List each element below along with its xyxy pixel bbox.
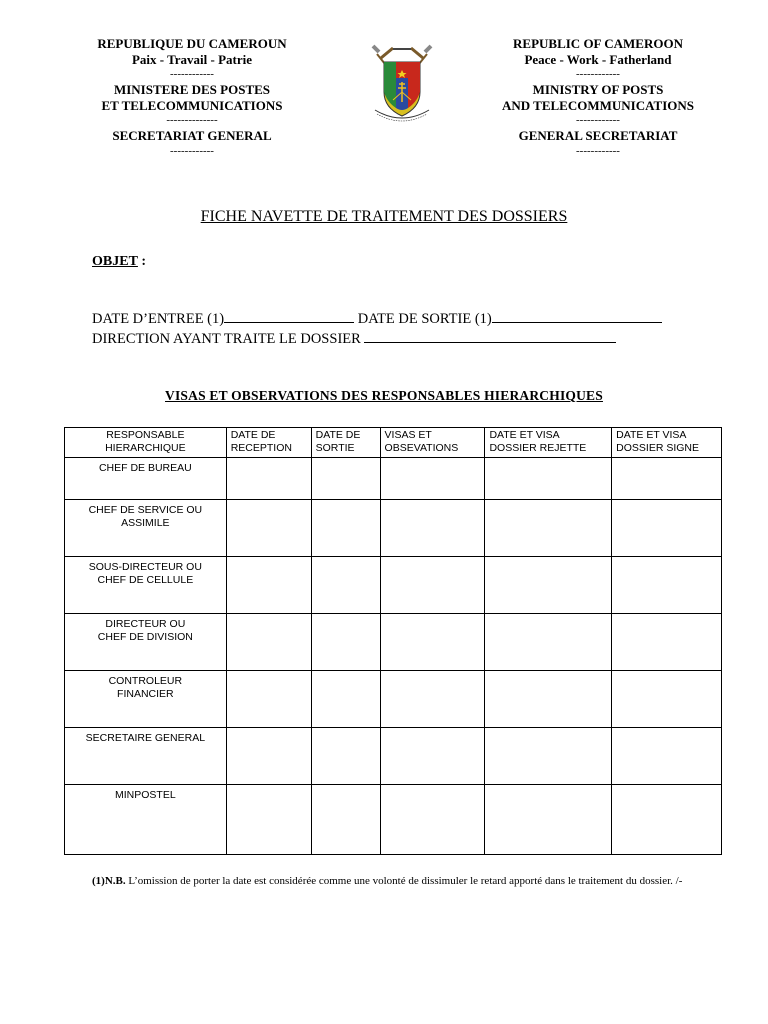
separator: ------------: [170, 144, 214, 157]
separator: ------------: [576, 68, 620, 80]
country-name-fr: REPUBLIQUE DU CAMEROUN: [97, 36, 287, 51]
table-row: [65, 728, 722, 785]
secretariat-fr: SECRETARIAT GENERAL: [112, 128, 272, 143]
column-header: [485, 428, 612, 458]
footnote-marker: (1)N.B.: [92, 875, 126, 887]
responsable-label: SOUS-DIRECTEUR OU: [88, 561, 202, 573]
column-header: [612, 428, 722, 458]
visas-table: [64, 427, 722, 855]
separator: ------------: [576, 114, 620, 126]
entry-cell[interactable]: [226, 728, 311, 785]
responsable-label: FINANCIER: [117, 688, 174, 700]
entry-cell[interactable]: [380, 671, 485, 728]
responsable-cell: [65, 671, 227, 728]
responsable-label: MINPOSTEL: [115, 789, 176, 801]
table-row: [65, 785, 722, 855]
entry-cell[interactable]: [485, 500, 612, 557]
entry-cell[interactable]: [226, 671, 311, 728]
responsable-label: CHEF DE CELLULE: [97, 574, 194, 586]
table-row: [65, 500, 722, 557]
coat-of-arms-icon: [363, 42, 441, 126]
responsable-label: DIRECTEUR OU: [105, 618, 186, 630]
footnote-text: L’omission de porter la date est considérée comme une volonté de dissimuler le retard apporté dans le traitement du dossier. /-: [125, 875, 683, 887]
date-entree-label: DATE D’ENTREE (1): [92, 311, 225, 327]
entry-cell[interactable]: [612, 458, 722, 500]
direction-line: [92, 330, 616, 348]
objet-colon: :: [137, 254, 147, 269]
column-header: [311, 428, 380, 458]
motto-en: Peace - Work - Fatherland: [524, 51, 672, 67]
responsable-label: CONTROLEUR: [108, 675, 183, 687]
entry-cell[interactable]: [485, 557, 612, 614]
column-header-line: RECEPTION: [230, 442, 292, 454]
responsable-label: CHEF DE DIVISION: [97, 631, 193, 643]
direction-blank[interactable]: [364, 330, 616, 343]
date-entree-blank[interactable]: [224, 310, 354, 323]
entry-cell[interactable]: [311, 671, 380, 728]
responsable-cell: [65, 728, 227, 785]
responsable-label: CHEF DE SERVICE OU: [88, 504, 203, 516]
column-header-line: VISAS ET: [384, 429, 432, 441]
entry-cell[interactable]: [612, 557, 722, 614]
ministry-line-2-fr: ET TELECOMMUNICATIONS: [101, 97, 283, 113]
responsable-label: SECRETAIRE GENERAL: [85, 732, 206, 744]
entry-cell[interactable]: [612, 614, 722, 671]
entry-cell[interactable]: [380, 557, 485, 614]
entry-cell[interactable]: [226, 557, 311, 614]
responsable-label: CHEF DE BUREAU: [98, 462, 192, 474]
entry-cell[interactable]: [311, 785, 380, 855]
objet-field: [92, 254, 146, 270]
responsable-cell: [65, 785, 227, 855]
responsable-label: ASSIMILE: [121, 517, 170, 529]
table-row: [65, 671, 722, 728]
separator: ------------: [576, 144, 620, 157]
entry-cell[interactable]: [485, 614, 612, 671]
visas-section-title: VISAS ET OBSERVATIONS DES RESPONSABLES HIERARCHIQUES: [165, 388, 603, 403]
table-row: [65, 557, 722, 614]
secretariat-en: GENERAL SECRETARIAT: [518, 128, 678, 143]
entry-cell[interactable]: [380, 614, 485, 671]
column-header-line: DATE DE: [315, 429, 361, 441]
entry-cell[interactable]: [226, 500, 311, 557]
entry-cell[interactable]: [485, 785, 612, 855]
direction-label: DIRECTION AYANT TRAITE LE DOSSIER: [92, 331, 361, 347]
table-row: [65, 614, 722, 671]
column-header-line: HIERARCHIQUE: [105, 442, 186, 454]
entry-cell[interactable]: [612, 500, 722, 557]
column-header: [226, 428, 311, 458]
ministry-line-2-en: AND TELECOMMUNICATIONS: [501, 97, 694, 113]
date-sortie-blank[interactable]: [492, 310, 662, 323]
column-header-line: DATE DE: [230, 429, 276, 441]
column-header-line: RESPONSABLE: [106, 429, 185, 441]
form-title: FICHE NAVETTE DE TRAITEMENT DES DOSSIERS: [200, 208, 568, 225]
separator: ------------: [170, 68, 214, 80]
entry-cell[interactable]: [485, 728, 612, 785]
column-header-line: OBSEVATIONS: [384, 442, 459, 454]
entry-cell[interactable]: [311, 728, 380, 785]
entry-cell[interactable]: [612, 671, 722, 728]
responsable-cell: [65, 458, 227, 500]
entry-cell[interactable]: [380, 785, 485, 855]
entry-cell[interactable]: [311, 614, 380, 671]
column-header-line: DOSSIER REJETTE: [489, 442, 587, 454]
entry-cell[interactable]: [311, 458, 380, 500]
footnote: [92, 873, 702, 890]
date-sortie-label: DATE DE SORTIE (1): [357, 311, 492, 327]
table-header-row: [65, 428, 722, 458]
ministry-line-1-en: MINISTRY OF POSTS: [532, 82, 664, 97]
entry-cell[interactable]: [226, 614, 311, 671]
date-line: [92, 310, 662, 328]
entry-cell[interactable]: [485, 671, 612, 728]
responsable-cell: [65, 500, 227, 557]
entry-cell[interactable]: [380, 728, 485, 785]
column-header: [65, 428, 227, 458]
column-header-line: SORTIE: [315, 442, 355, 454]
entry-cell[interactable]: [612, 728, 722, 785]
entry-cell[interactable]: [380, 500, 485, 557]
column-header: [380, 428, 485, 458]
entry-cell[interactable]: [311, 500, 380, 557]
column-header-line: DATE ET VISA: [489, 429, 560, 441]
entry-cell[interactable]: [380, 458, 485, 500]
entry-cell[interactable]: [226, 458, 311, 500]
table-row: [65, 458, 722, 500]
country-name-en: REPUBLIC OF CAMEROON: [513, 36, 683, 51]
entry-cell[interactable]: [311, 557, 380, 614]
ministry-line-1-fr: MINISTERE DES POSTES: [113, 82, 271, 97]
separator: --------------: [166, 114, 218, 126]
responsable-cell: [65, 557, 227, 614]
motto-fr: Paix - Travail - Patrie: [131, 51, 253, 67]
objet-label: OBJET: [92, 254, 138, 269]
responsable-cell: [65, 614, 227, 671]
entry-cell[interactable]: [612, 785, 722, 855]
entry-cell[interactable]: [485, 458, 612, 500]
entry-cell[interactable]: [226, 785, 311, 855]
header-right: [478, 36, 718, 159]
column-header-line: DATE ET VISA: [616, 429, 687, 441]
header-left: [72, 36, 312, 159]
column-header-line: DOSSIER SIGNE: [616, 442, 700, 454]
